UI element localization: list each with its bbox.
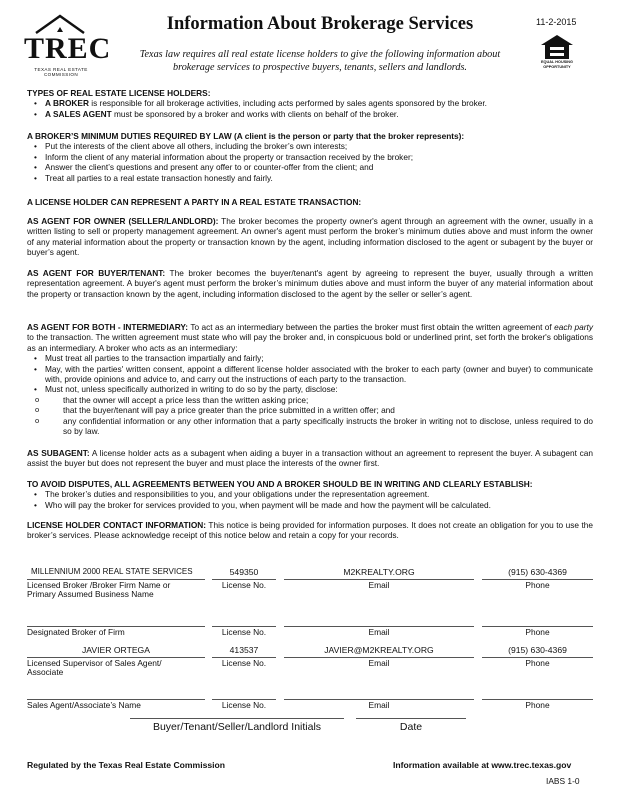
list-item: • Must treat all parties to the transaction impartially and fairly; [45,353,593,363]
broker-firm-name-field[interactable]: MILLENNIUM 2000 REAL STATE SERVICES [31,567,193,576]
section-duties [27,131,593,183]
broker-phone-field[interactable]: (915) 630-4369 [508,567,567,577]
eho-label-line-2: OPPORTUNITY [543,64,571,69]
section-buyer-agent [27,268,593,299]
house-roof-icon [34,14,86,34]
list-item: • The broker’s duties and responsibilities to you, and your obligations under the representation agreement. [45,489,593,499]
eho-label-line-1: EQUAL HOUSING [541,60,573,64]
list-item: o any confidential information or any other information that a party specifically instructs the broker in writing not to disclose, unless required to do so by law. [63,416,593,437]
intermediary-term: AS AGENT FOR BOTH - INTERMEDIARY: [27,322,189,332]
section-owner-agent [27,216,593,258]
section-contact [27,520,593,541]
section-intermediary [27,322,593,436]
field-label: Phone [525,700,550,710]
field-label: Email [368,700,390,710]
supervisor-name-field[interactable]: JAVIER ORTEGA [82,645,150,655]
field-label: Phone [525,658,550,668]
subagent-term: AS SUBAGENT: [27,448,90,458]
field-label: Email [368,580,390,590]
duties-heading: A BROKER’S MINIMUM DUTIES REQUIRED BY LAW (A client is the person or party that the broker represents): [27,131,465,141]
list-item: • Treat all parties to a real estate transaction honestly and fairly. [45,173,593,183]
logo-text: TREC [24,32,112,65]
intermediary-text-a: To act as an intermediary between the parties the broker must first obtain the written agreement of [188,322,555,332]
date-label: Date [399,721,423,733]
form-code: IABS 1-0 [546,776,580,786]
supervisor-license-field[interactable]: 413537 [229,645,259,655]
sales-agent-term: A SALES AGENT [45,108,112,119]
field-label: Licensed Supervisor of Sales Agent/ Associate [27,658,162,678]
intermediary-list [27,353,593,395]
field-label: Phone [525,580,550,590]
list-item: o that the owner will accept a price less than the written asking price; [63,395,593,405]
intermediary-paragraph [27,322,593,353]
subagent-text: A license holder acts as a subagent when aiding a buyer in a transaction without an agreement to represent the buyer. A subagent can assist the buyer but does not represent the buyer and must place the interests of the owner first. [27,448,593,469]
designated-broker-name-field[interactable] [27,614,205,626]
types-heading: TYPES OF REAL ESTATE LICENSE HOLDERS: [27,88,211,98]
list-item: • Put the interests of the client above all others, including the broker’s own interests; [45,141,593,151]
initials-field[interactable] [130,718,344,733]
buyer-agent-text: The broker becomes the buyer/tenant's agent by agreeing to represent the buyer, usually through a written representation agreement. A buyer's agent must perform the broker’s minimum duties above and must inform the buyer of any material information about the property or transaction known by the agent, including information disclosed to the agent by the seller or seller’s agent. [27,268,594,299]
supervisor-row [27,645,593,678]
contact-text: This notice is being provided for information purposes. It does not create an obligation for you to use the broker’s services. Please acknowledge receipt of this notice below and retain a copy for your records. [27,520,593,541]
equal-housing-logo [537,34,577,76]
broker-term: A BROKER [45,98,89,109]
list-item: • Who will pay the broker for services provided to you, when payment will be made and how the payment will be calculated. [45,500,593,510]
broker-firm-row [27,567,593,600]
field-label: Sales Agent/Associate’s Name [27,700,141,710]
section-disputes [27,479,593,510]
page-subtitle [110,48,530,74]
date-field[interactable] [356,718,466,733]
sales-agent-text: must be sponsored by a broker and works with clients on behalf of the broker. [111,108,399,119]
list-item: • May, with the parties' written consent, appoint a different license holder associated with the broker to each party (owner and buyer) to communicate with, provide opinions and advice to, and carry out the instructions of each party to the transaction. [45,364,593,385]
supervisor-phone-field[interactable]: (915) 630-4369 [508,645,567,655]
designated-broker-phone-field[interactable] [482,614,593,626]
subtitle-line-1: Texas law requires all real estate license holders to give the following information about [139,49,501,60]
field-label: Licensed Broker /Broker Firm Name or Primary Assumed Business Name [27,580,171,600]
field-label: Email [368,627,390,637]
section-types [27,88,593,119]
footer-info-link[interactable]: Information available at www.trec.texas.gov [393,760,572,770]
sales-agent-name-field[interactable] [27,687,205,699]
field-label: Email [368,658,390,668]
sales-agent-phone-field[interactable] [482,687,593,699]
list-item: o that the buyer/tenant will pay a price greater than the price submitted in a written offer; and [63,405,593,415]
equal-housing-icon [537,34,577,60]
designated-broker-row [27,614,593,644]
field-label: Designated Broker of Firm [27,627,125,637]
field-label: Phone [525,627,550,637]
broker-license-field[interactable]: 549350 [229,567,259,577]
broker-text: is responsible for all brokerage activities, including acts performed by sales agents sponsored by the broker. [88,98,487,109]
intermediary-text-b: to the transaction. The written agreement must state who will pay the broker and, in conspicuous bold or underlined print, set forth the broker's obligations as an intermediary. A broker who acts as an intermediary: [27,332,593,353]
list-item [45,109,593,119]
field-label: License No. [221,580,267,590]
footer-regulated: Regulated by the Texas Real Estate Commission [27,760,226,770]
subtitle-line-2: brokerage services to prospective buyers, tenants, sellers and landlords. [173,62,467,73]
sales-agent-email-field[interactable] [284,687,474,699]
owner-agent-text: The broker becomes the property owner's agent through an agreement with the owner, usually in a written listing to sell or property management agreement. An owner's agent must perform the broker’s minimum duties above and must inform the owner of any material information about the property or transaction known by the agent, including information disclosed to the agent or subagent by the buyer or buyer’s agent. [27,216,593,258]
initials-label: Buyer/Tenant/Seller/Landlord Initials [152,721,322,733]
supervisor-email-field[interactable]: JAVIER@M2KREALTY.ORG [324,645,434,655]
field-label: License No. [221,658,267,668]
equal-housing-label [537,60,577,69]
sales-agent-license-field[interactable] [212,687,276,699]
buyer-agent-term: AS AGENT FOR BUYER/TENANT: [27,268,166,278]
contact-term: LICENSE HOLDER CONTACT INFORMATION: [27,520,207,530]
list-item [45,98,593,108]
designated-broker-email-field[interactable] [284,614,474,626]
broker-email-field[interactable]: M2KREALTY.ORG [343,567,415,577]
intermediary-text-emphasis: each party [554,322,593,332]
field-label: License No. [221,700,267,710]
form-date: 11-2-2015 [536,17,577,27]
disputes-list [27,489,593,510]
disputes-heading: TO AVOID DISPUTES, ALL AGREEMENTS BETWEEN YOU AND A BROKER SHOULD BE IN WRITING AND CLEARLY ESTABLISH: [27,479,533,489]
trec-logo [22,14,112,82]
intermediary-sublist [27,395,593,437]
owner-agent-term: AS AGENT FOR OWNER (SELLER/LANDLORD): [27,216,219,226]
designated-broker-license-field[interactable] [212,614,276,626]
types-list [27,98,593,119]
page-title: Information About Brokerage Services [166,14,474,34]
sales-agent-row [27,687,593,717]
list-item: • Must not, unless specifically authorized in writing to do so by the party, disclose: [45,384,593,394]
list-item: • Inform the client of any material information about the property or transaction received by the broker; [45,152,593,162]
section-subagent [27,448,593,469]
field-label: License No. [221,627,267,637]
represent-heading: A LICENSE HOLDER CAN REPRESENT A PARTY IN A REAL ESTATE TRANSACTION: [27,197,362,207]
duties-list [27,141,593,183]
logo-subtext: TEXAS REAL ESTATE COMMISSION [34,67,88,77]
list-item: • Answer the client’s questions and present any offer to or counter-offer from the client; and [45,162,593,172]
